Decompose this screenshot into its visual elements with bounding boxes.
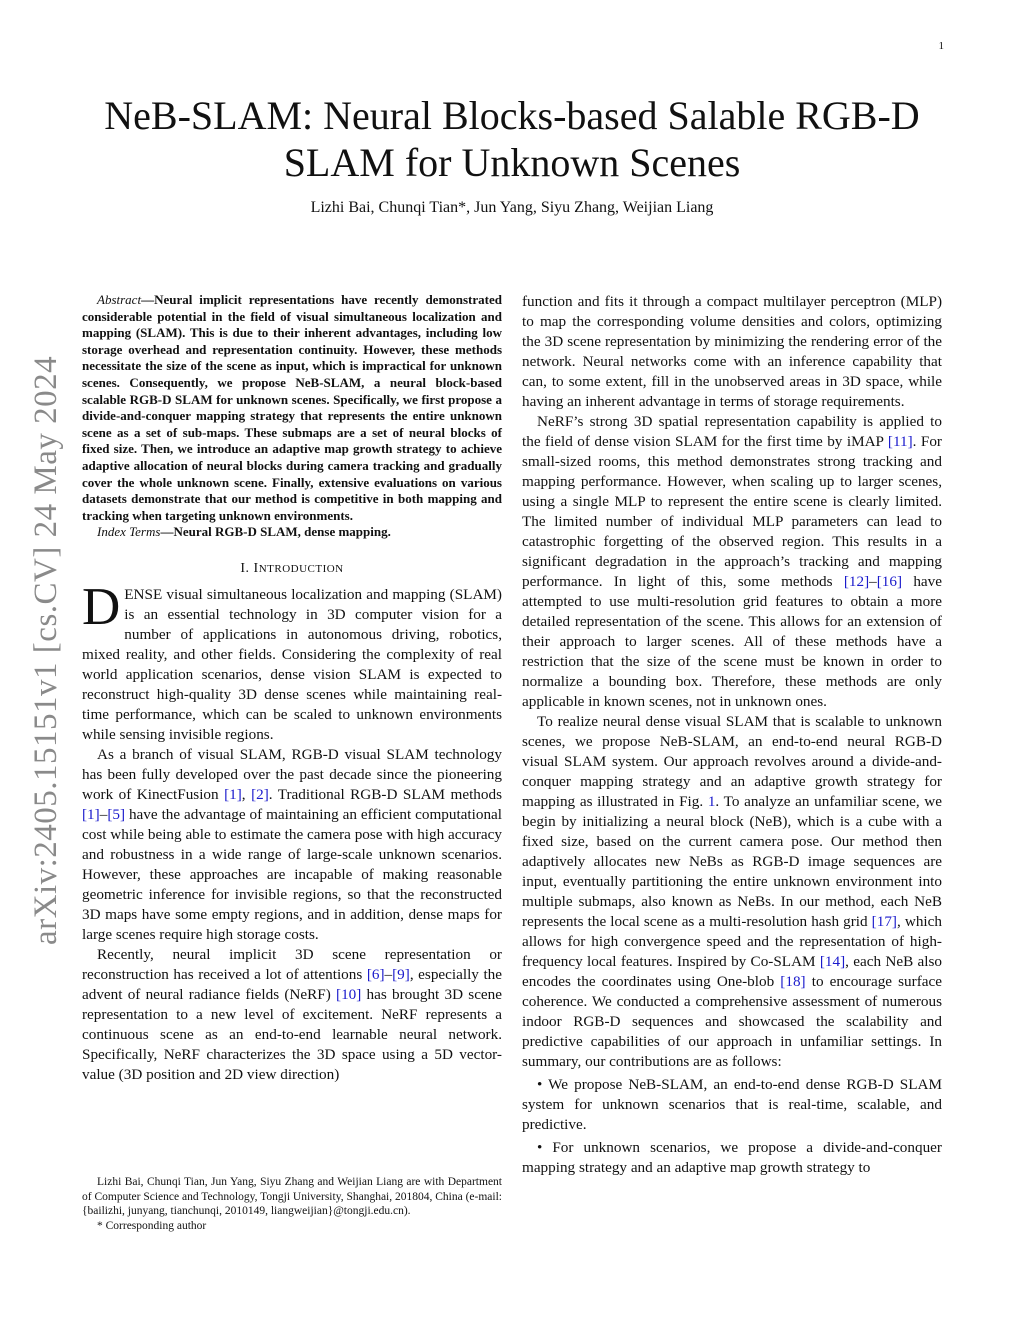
right-paragraph-2 <box>522 412 942 712</box>
page-number: 1 <box>938 40 944 52</box>
citation-link[interactable]: [18] <box>780 973 806 990</box>
index-terms-lead: Index Terms <box>97 524 161 540</box>
citation-link[interactable]: [10] <box>336 985 362 1003</box>
citation-link[interactable]: [9] <box>392 965 410 983</box>
right-p3-text: , each NeB also encodes the coordinates using One-blob <box>522 953 942 990</box>
abstract-lead: Abstract <box>97 292 142 307</box>
intro-p3-text: , especially the advent of neural radiance fields (NeRF) <box>82 965 502 1003</box>
abstract <box>82 292 502 524</box>
right-p2-text: . For small-sized rooms, this method demonstrates strong tracking and mapping performance. However, when scaling up to larger scenes, using a single MLP to represent the entire scene is clearly limited. The limited number of individual MLP parameters can lead to catastrophic forgetting of the observed region. This results in a significant degradation in the approach’s tracking and mapping performance. In light of this, some methods <box>522 433 942 590</box>
figure-link[interactable]: 1 <box>707 793 716 810</box>
right-p2-text: – <box>869 573 877 590</box>
right-paragraph-3 <box>522 712 942 1072</box>
index-terms-text: —Neural RGB-D SLAM, dense mapping. <box>160 524 391 540</box>
intro-paragraph-2 <box>82 745 502 945</box>
paper-title: NeB-SLAM: Neural Blocks-based Salable RGB-D SLAM for Unknown Scenes <box>104 93 920 185</box>
citation-link[interactable]: [2] <box>251 785 269 803</box>
footnote <box>82 1175 502 1234</box>
intro-p2-text: . Traditional RGB-D SLAM methods <box>268 785 502 803</box>
citation-link[interactable]: [1] <box>224 785 242 803</box>
drop-cap: D <box>82 577 121 636</box>
arxiv-stamp: arXiv:2405.15151v1 [cs.CV] 24 May 2024 <box>28 355 64 945</box>
intro-p2-text: have the advantage of maintaining an efficient computational cost while being able to estimate the camera pose with high accuracy and robustness in a wide range of large-scale unknown scenarios. However, these approaches are incapable of making reasonable geometric inference for invisible regions, so that the reconstructed 3D maps have some empty regions, and in addition, dense maps for large scenes require high storage costs. <box>82 805 502 943</box>
footnote-corresponding: * Corresponding author <box>97 1220 207 1233</box>
intro-paragraph-1 <box>82 577 502 745</box>
citation-link[interactable]: [5] <box>107 805 126 823</box>
section-heading-introduction <box>82 559 502 579</box>
contribution-bullet-1: • We propose NeB-SLAM, an end-to-end dense RGB-D SLAM system for unknown scenarios that is real-time, scalable, and predictive. <box>522 1076 942 1133</box>
index-terms <box>82 524 502 541</box>
author-list: Lizhi Bai, Chunqi Tian*, Jun Yang, Siyu Zhang, Weijian Liang <box>310 199 714 216</box>
right-paragraph-1: function and fits it through a compact multilayer perceptron (MLP) to map the corresponding volume densities and colors, optimizing the 3D scene representation by minimizing the rendering error of the network. Neural networks come with an inference capability that can, to some extent, fill in the unobserved areas in 3D space, while having an inherent advantage in terms of storage requirements. <box>522 293 942 410</box>
intro-paragraph-3 <box>82 945 502 1085</box>
right-p2-text: NeRF’s strong 3D spatial representation capability is applied to the field of dense vision SLAM for the first time by iMAP <box>522 413 942 450</box>
intro-p2-text: As a branch of visual SLAM, RGB-D visual SLAM technology has been fully developed over the past decade since the pioneering work of KinectFusion <box>82 745 502 803</box>
right-column <box>522 292 942 1178</box>
citation-link[interactable]: [14] <box>819 953 846 970</box>
citation-link[interactable]: [16] <box>876 573 903 590</box>
intro-p2-text: – <box>99 805 108 823</box>
contribution-bullet-2: • For unknown scenarios, we propose a divide-and-conquer mapping strategy and an adaptive map growth strategy to <box>522 1139 942 1176</box>
right-p3-text: , which allows for high convergence speed and the representation of high-frequency local features. Inspired by Co-SLAM <box>522 913 942 970</box>
footnote-affiliation: Lizhi Bai, Chunqi Tian, Jun Yang, Siyu Zhang and Weijian Liang are with Department of Computer Science and Technology, Tongji University, Shanghai, 201804, China (e-mail: {bailizhi, junyang, tianchunqi, 2010149, liangweijian}@tongji.edu.cn). <box>82 1176 502 1218</box>
citation-link[interactable]: [12] <box>843 573 870 590</box>
section-numeral: I. I <box>240 560 259 576</box>
intro-p2-text: , <box>241 785 252 803</box>
abstract-text: —Neural implicit representations have recently demonstrated considerable potential in the field of visual simultaneous localization and mapping (SLAM). This is due to their inherent advantages, including low storage overhead and representation continuity. However, these methods necessitate the size of the scene as input, which is impractical for unknown scenes. Consequently, we propose NeB-SLAM, a neural block-based scalable RGB-D SLAM for unknown scenes. Specifically, we first propose a divide-and-conquer mapping strategy that represents the entire unknown scene as a set of sub-maps. These submaps are a set of neural blocks of fixed size. Then, we introduce an adaptive map growth strategy to achieve adaptive allocation of neural blocks during camera tracking and gradually cover the whole unknown scene. Finally, extensive evaluations on various datasets demonstrate that our method is competitive in both mapping and tracking when targeting unknown environments. <box>82 292 502 523</box>
citation-link[interactable]: [11] <box>887 433 913 450</box>
right-p3-text: to encourage surface coherence. We conducted a comprehensive assessment of numerous indoor RGB-D sequences and showcased the scalability and predictive capabilities of our approach in unfamiliar settings. In summary, our contributions are as follows: <box>522 973 942 1070</box>
section-title-rest: NTRODUCTION <box>258 562 344 575</box>
intro-p3-text: – <box>384 965 393 983</box>
citation-link[interactable]: [17] <box>871 913 897 930</box>
citation-link[interactable]: [6] <box>366 965 385 983</box>
right-p2-text: have attempted to use multi-resolution grid features to obtain a more detailed representation of the scene. This allows for an extension of their approach to larger scenes. All of these methods have a restriction that the size of the scene must be known in order to normalize a bounding box. Therefore, these methods are only applicable in known scenes, not in unknown ones. <box>522 573 942 710</box>
intro-p1-text: ENSE visual simultaneous localization and mapping (SLAM) is an essential technology in 3D computer vision for a number of applications in autonomous driving, robotics, mixed reality, and other fields. Considering the complexity of real world application scenarios, dense vision SLAM is expected to reconstruct high-quality 3D dense scenes while maintaining real-time performance, which can be scaled to unknown environments while sensing invisible regions. <box>82 585 502 743</box>
citation-link[interactable]: [1] <box>82 805 100 823</box>
intro-p3-text: Recently, neural implicit 3D scene representation or reconstruction has received a lot of attentions <box>82 945 502 983</box>
right-p3-text: . To analyze an unfamiliar scene, we begin by initializing a neural block (NeB), which is a cube with a fixed size, based on the current camera pose. Our method then adaptively allocates new NeBs as RGB-D image sequences are input, eventually partitioning the entire unknown environment into multiple submaps, also known as NeBs. In our method, each NeB represents the local scene as a multi-resolution hash grid <box>522 793 943 930</box>
intro-p3-text: has brought 3D scene representation to a new level of excitement. NeRF represents a continuous scene as an end-to-end learnable neural network. Specifically, NeRF characterizes the 3D space using a 5D vector-value (3D position and 2D view direction) <box>82 985 503 1083</box>
right-p3-text: To realize neural dense visual SLAM that is scalable to unknown scenes, we propose NeB-SLAM, an end-to-end neural RGB-D visual SLAM system. Our approach revolves around a divide-and-conquer mapping strategy and an adaptive growth strategy for mapping as illustrated in Fig. <box>522 713 942 810</box>
left-column <box>82 292 502 1085</box>
